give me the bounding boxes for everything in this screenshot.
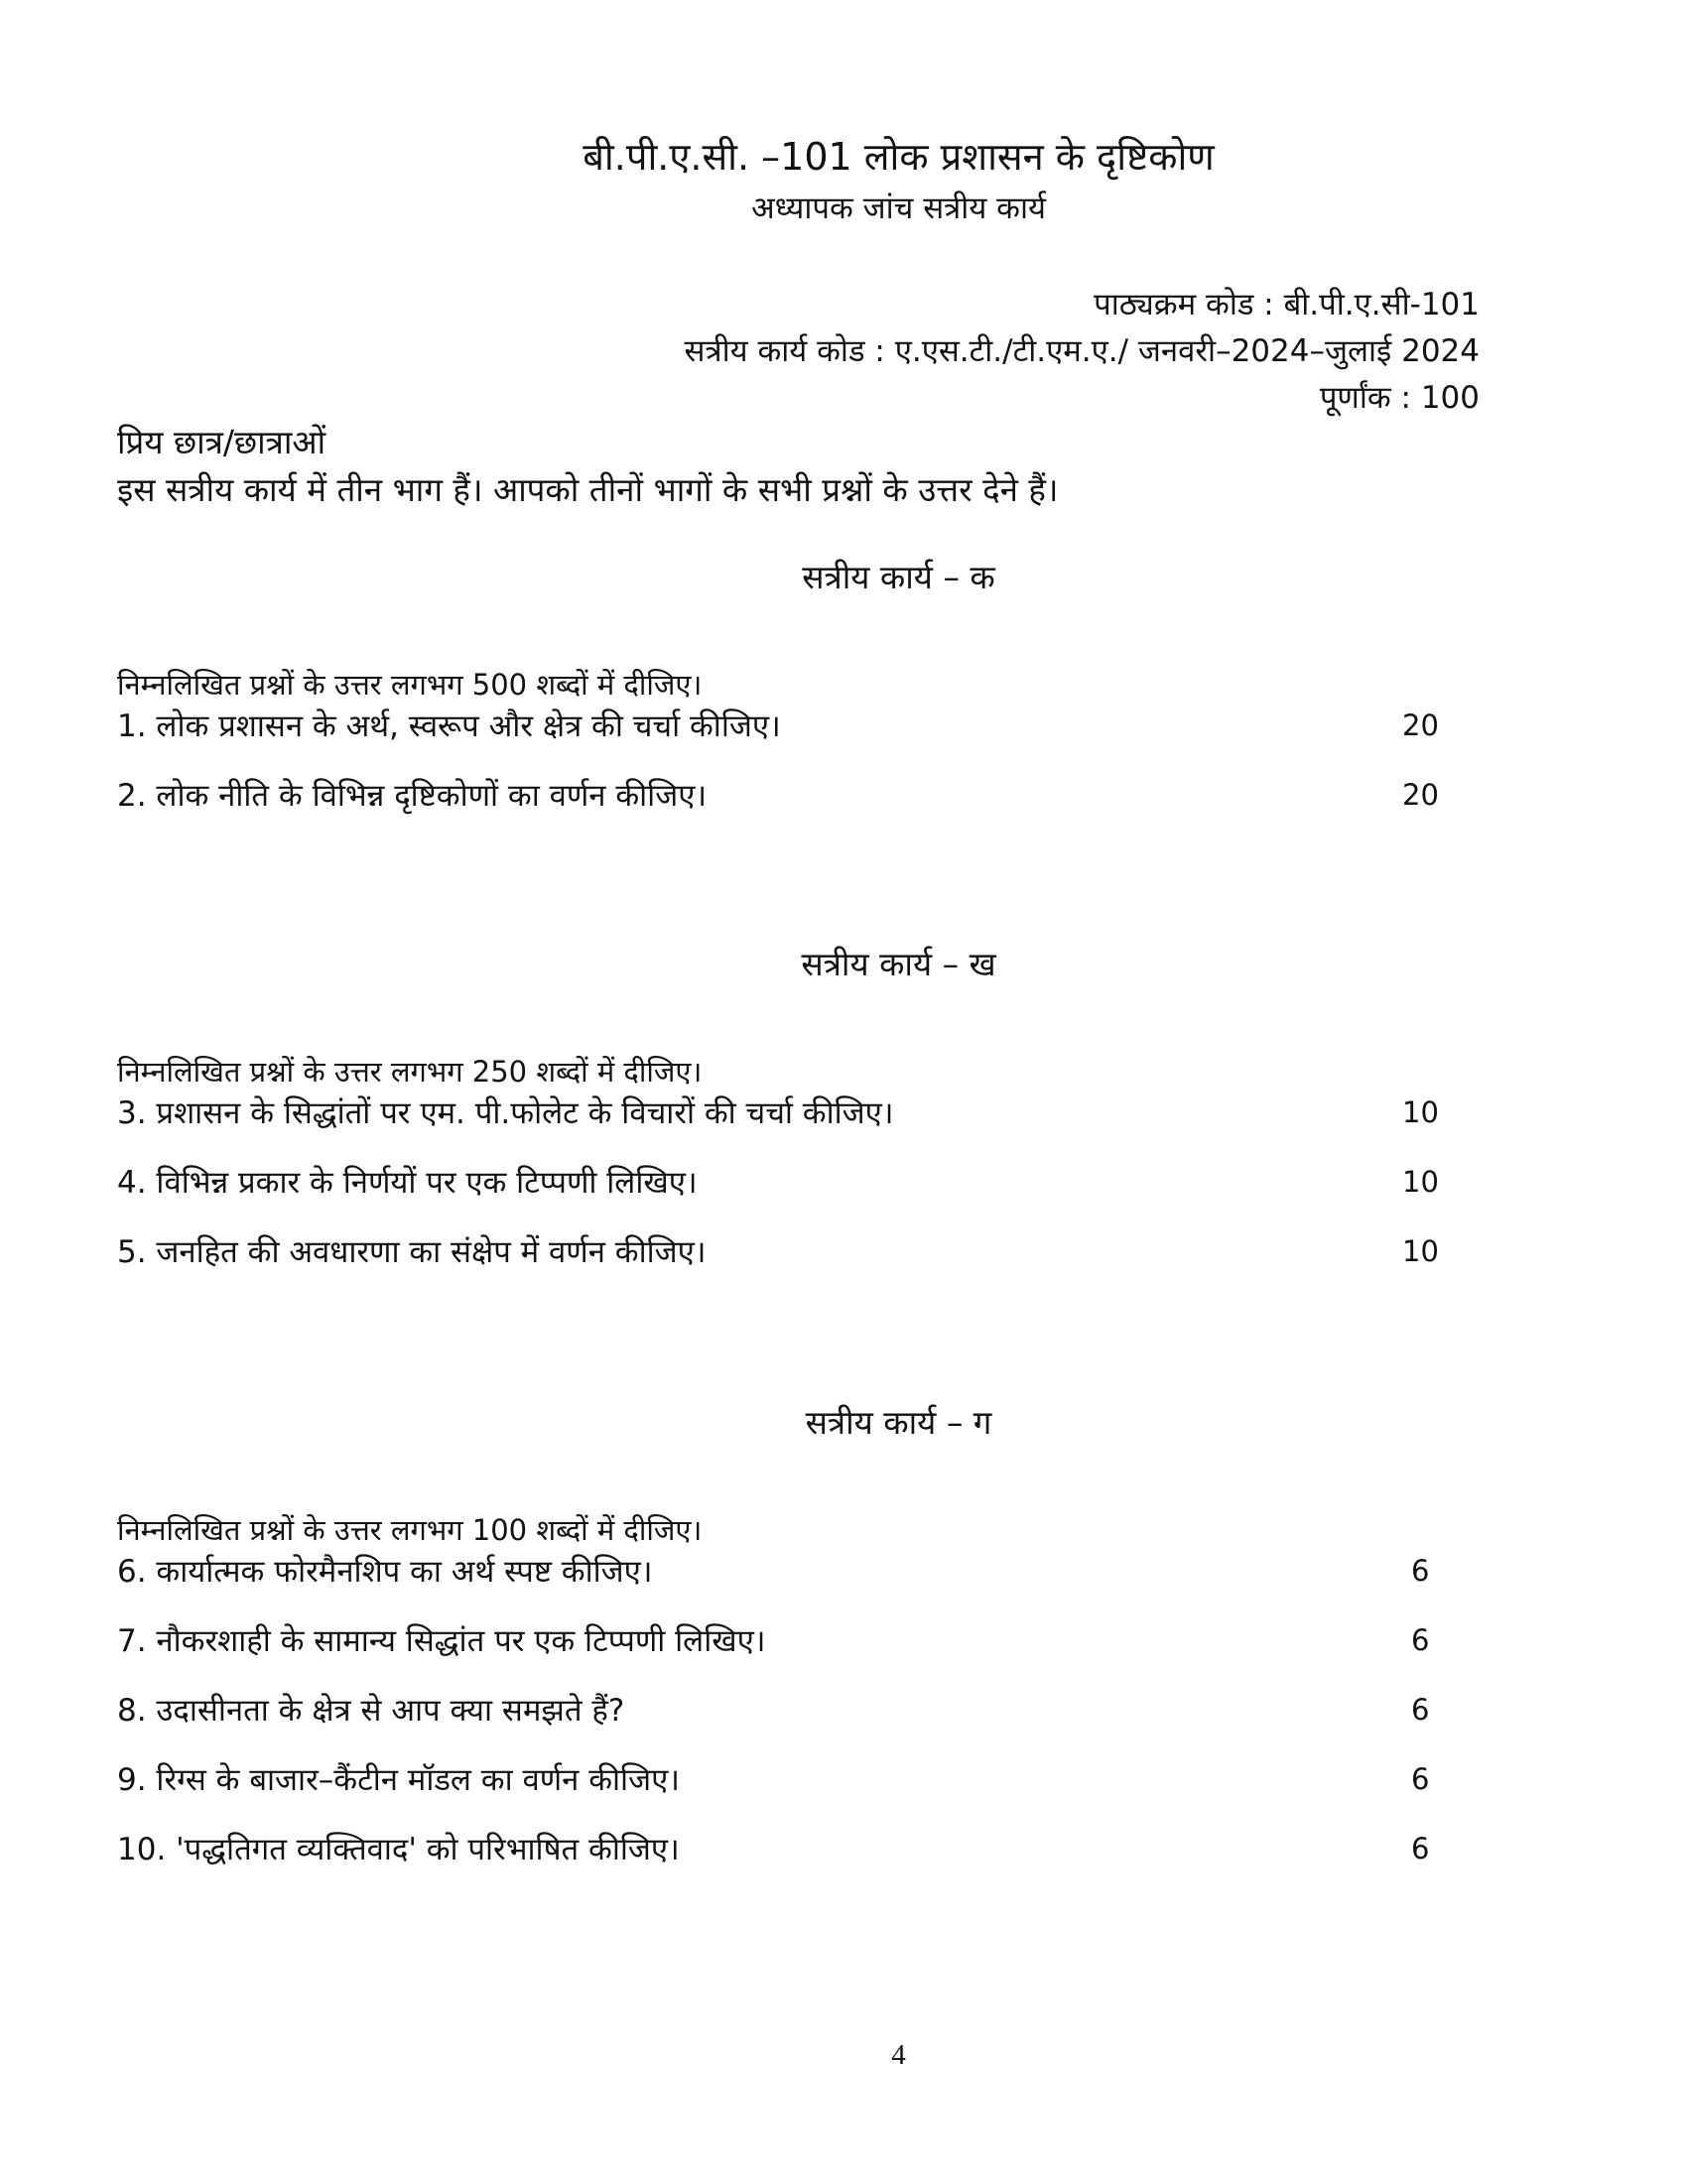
question-text: 6. कार्यात्मक फोरमैनशिप का अर्थ स्पष्ट कीजिए। bbox=[117, 1554, 653, 1590]
question-text: 5. जनहित की अवधारणा का संक्षेप में वर्णन कीजिए। bbox=[117, 1234, 707, 1270]
question-item bbox=[117, 1092, 1447, 1133]
assignment-code: सत्रीय कार्य कोड : ए.एस.टी./टी.एम.ए./ जनवरी–2024–जुलाई 2024 bbox=[684, 333, 1480, 369]
question-marks: 10 bbox=[1402, 1165, 1439, 1199]
question-text: 7. नौकरशाही के सामान्य सिद्धांत पर एक टिप्पणी लिखिए। bbox=[117, 1623, 766, 1659]
page-subtitle: अध्यापक जांच सत्रीय कार्य bbox=[751, 191, 1046, 226]
question-item bbox=[117, 774, 1447, 816]
question-marks: 20 bbox=[1402, 778, 1439, 812]
greeting: प्रिय छात्र/छात्राओं bbox=[117, 423, 326, 461]
section-instruction-b: निम्नलिखित प्रश्नों के उत्तर लगभग 250 शब्दों में दीजिए। bbox=[117, 1055, 703, 1089]
question-item bbox=[117, 1230, 1447, 1272]
max-marks: पूर्णांक : 100 bbox=[1319, 380, 1480, 416]
question-marks: 6 bbox=[1411, 1693, 1430, 1727]
question-item bbox=[117, 1828, 1447, 1869]
question-item bbox=[117, 1161, 1447, 1203]
question-marks: 10 bbox=[1402, 1234, 1439, 1268]
section-heading-a: सत्रीय कार्य – क bbox=[802, 558, 995, 596]
section-instruction-a: निम्नलिखित प्रश्नों के उत्तर लगभग 500 शब्दों में दीजिए। bbox=[117, 668, 703, 702]
question-marks: 6 bbox=[1411, 1762, 1430, 1796]
question-text: 10. 'पद्धतिगत व्यक्तिवाद' को परिभाषित कीजिए। bbox=[117, 1832, 680, 1867]
section-heading-b: सत्रीय कार्य – ख bbox=[801, 945, 996, 983]
question-marks: 6 bbox=[1411, 1832, 1430, 1865]
page-title: बी.पी.ए.सी. –101 लोक प्रशासन के दृष्टिकोण bbox=[583, 135, 1215, 179]
section-heading-c: सत्रीय कार्य – ग bbox=[805, 1403, 992, 1442]
course-code: पाठ्यक्रम कोड : बी.पी.ए.सी-101 bbox=[1094, 287, 1480, 322]
question-marks: 6 bbox=[1411, 1554, 1430, 1588]
question-text: 9. रिग्स के बाजार–कैंटीन मॉडल का वर्णन कीजिए। bbox=[117, 1762, 680, 1798]
question-marks: 20 bbox=[1402, 708, 1439, 742]
question-item bbox=[117, 1689, 1447, 1731]
intro-text: इस सत्रीय कार्य में तीन भाग हैं। आपको तीनों भागों के सभी प्रश्नों के उत्तर देने हैं। bbox=[117, 470, 1059, 509]
question-item bbox=[117, 1619, 1447, 1661]
question-item bbox=[117, 705, 1447, 746]
question-text: 8. उदासीनता के क्षेत्र से आप क्या समझते हैं? bbox=[117, 1693, 625, 1729]
question-marks: 6 bbox=[1411, 1623, 1430, 1657]
question-text: 3. प्रशासन के सिद्धांतों पर एम. पी.फोलेट के विचारों की चर्चा कीजिए। bbox=[117, 1095, 894, 1131]
question-text: 2. लोक नीति के विभिन्न दृष्टिकोणों का वर्णन कीजिए। bbox=[117, 778, 708, 814]
question-item bbox=[117, 1550, 1447, 1592]
question-marks: 10 bbox=[1402, 1095, 1439, 1129]
question-item bbox=[117, 1758, 1447, 1800]
section-instruction-c: निम्नलिखित प्रश्नों के उत्तर लगभग 100 शब्दों में दीजिए। bbox=[117, 1513, 703, 1547]
question-text: 4. विभिन्न प्रकार के निर्णयों पर एक टिप्पणी लिखिए। bbox=[117, 1165, 698, 1201]
page-number: 4 bbox=[891, 2039, 906, 2071]
question-text: 1. लोक प्रशासन के अर्थ, स्वरूप और क्षेत्र की चर्चा कीजिए। bbox=[117, 708, 781, 744]
